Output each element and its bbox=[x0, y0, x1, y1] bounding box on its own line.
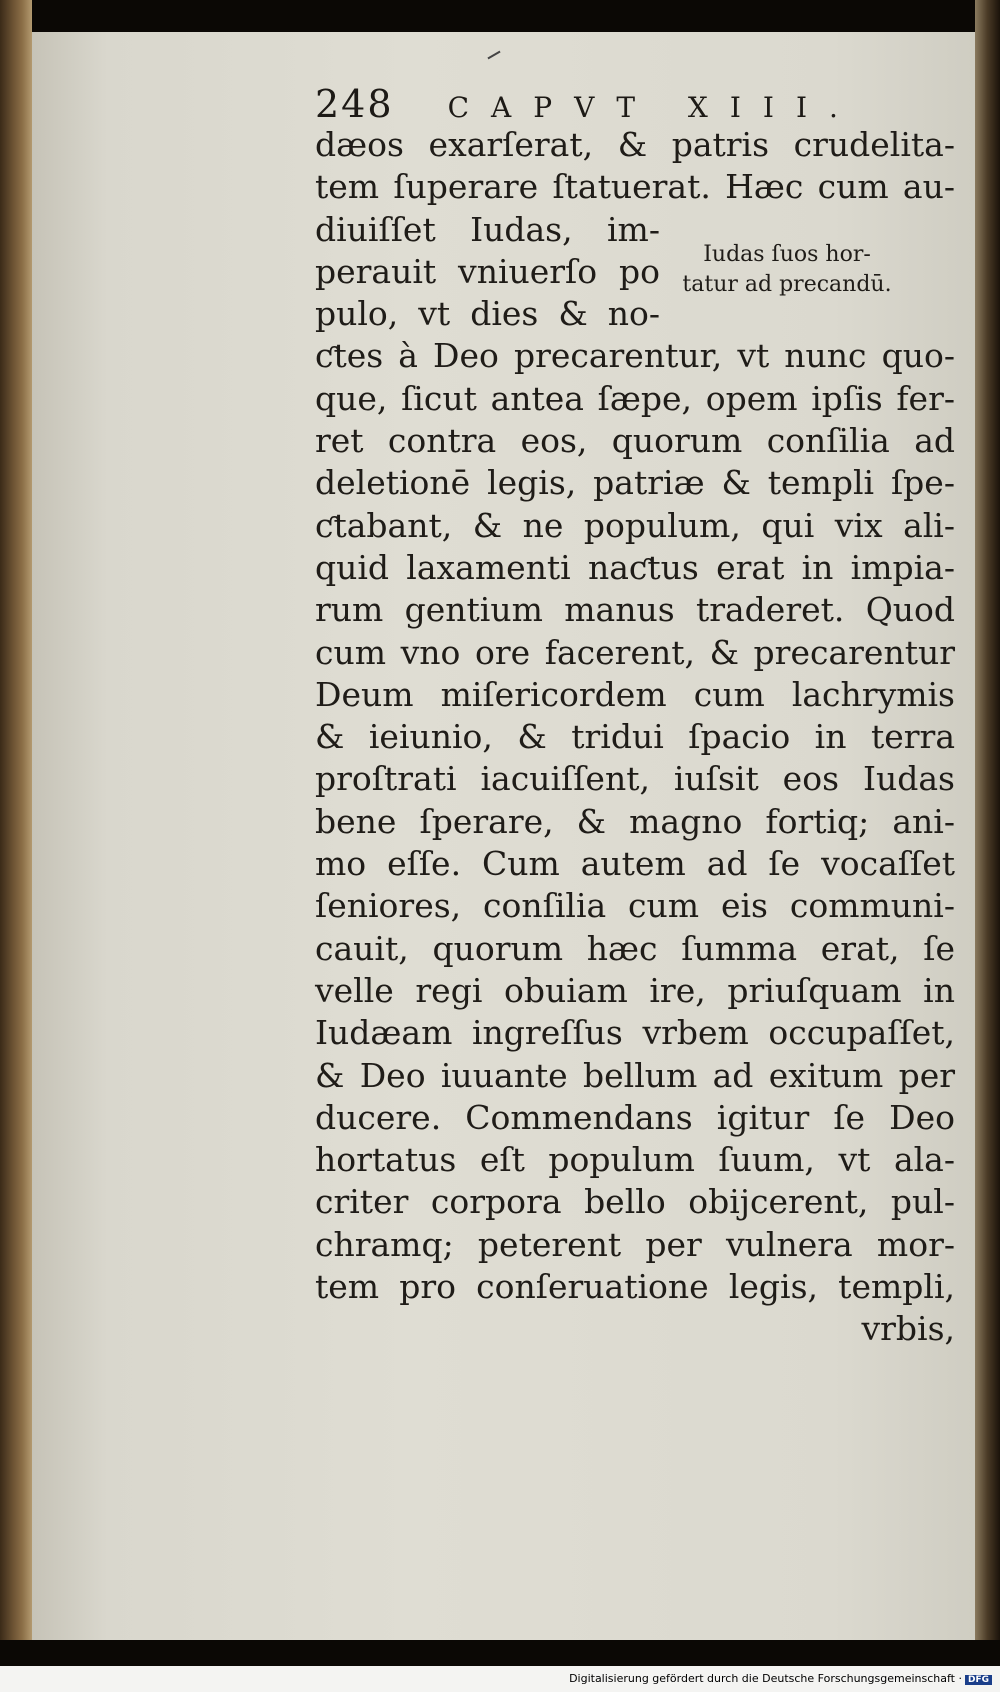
text-line: & ieiunio, & tridui ſpacio in terra bbox=[315, 717, 955, 757]
body-text bbox=[315, 124, 955, 1351]
text-line: Iudæam ingreſſus vrbem occupaſſet, bbox=[315, 1013, 955, 1053]
text-line: tem ſuperare ſtatuerat. Hæc cum au- bbox=[315, 167, 955, 207]
running-head bbox=[315, 82, 875, 126]
text-line: & Deo iuuante bellum ad exitum per bbox=[315, 1055, 955, 1095]
book-spine-edge bbox=[0, 0, 32, 1640]
text-line: perauit vniuerſo po bbox=[315, 251, 660, 291]
text-line: Deum miſericordem cum lachrymis bbox=[315, 674, 955, 714]
text-line: rum gentium manus traderet. Quod bbox=[315, 590, 955, 630]
digitization-credit bbox=[569, 1672, 992, 1685]
ink-mark bbox=[487, 51, 500, 60]
text-line: velle regi obuiam ire, priuſquam in bbox=[315, 970, 955, 1010]
text-line: ret contra eos, quorum conſilia ad bbox=[315, 421, 955, 461]
marginal-note bbox=[667, 240, 907, 300]
text-line: proſtrati iacuiſſent, iuſsit eos Iudas bbox=[315, 759, 955, 799]
text-line: bene ſperare, & magno fortiq; ani- bbox=[315, 801, 955, 841]
scan-background-top bbox=[0, 0, 1000, 32]
marginal-note-line: Iudas ſuos hor- bbox=[703, 242, 871, 267]
text-line: mo eſſe. Cum autem ad ſe vocaſſet bbox=[315, 844, 955, 884]
text-line: deletionē legis, patriæ & templi ſpe- bbox=[315, 463, 955, 503]
page-sheet bbox=[32, 32, 975, 1640]
text-line: quid laxamenti naƈtus erat in impia- bbox=[315, 547, 955, 587]
text-line: criter corpora bello obijcerent, pul- bbox=[315, 1182, 955, 1222]
marginal-note-line: tatur ad precandū. bbox=[682, 272, 892, 297]
text-line: tem pro conſeruatione legis, templi, bbox=[315, 1267, 955, 1307]
scan-background-bottom bbox=[0, 1640, 1000, 1666]
text-line: ducere. Commendans igitur ſe Deo bbox=[315, 1097, 955, 1137]
text-line: que, ſicut antea ſæpe, opem ipſis fer- bbox=[315, 378, 955, 418]
text-line: chramq; peterent per vulnera mor- bbox=[315, 1224, 955, 1264]
text-line: ƈtabant, & ne populum, qui vix ali- bbox=[315, 505, 955, 545]
text-line: ƈtes à Deo precarentur, vt nunc quo- bbox=[315, 336, 955, 376]
catchword: vrbis, bbox=[861, 1309, 955, 1349]
credit-text: Digitalisierung gefördert durch die Deutsche Forschungsgemeinschaft · bbox=[569, 1672, 962, 1685]
text-line: ſeniores, conſilia cum eis communi- bbox=[315, 886, 955, 926]
text-line: cauit, quorum hæc ſumma erat, ſe bbox=[315, 928, 955, 968]
text-line: hortatus eſt populum ſuum, vt ala- bbox=[315, 1140, 955, 1180]
text-line: diuiſſet Iudas, im- bbox=[315, 209, 660, 249]
text-line: dæos exarſerat, & patris crudelita- bbox=[315, 125, 955, 164]
book-fore-edge bbox=[975, 0, 1000, 1640]
text-line: cum vno ore facerent, & precarentur bbox=[315, 632, 955, 672]
text-line: pulo, vt dies & no- bbox=[315, 294, 660, 334]
page-number: 248 bbox=[315, 82, 394, 126]
dfg-logo: DFG bbox=[965, 1675, 992, 1685]
chapter-title: CAPVT XIII. bbox=[447, 91, 860, 124]
